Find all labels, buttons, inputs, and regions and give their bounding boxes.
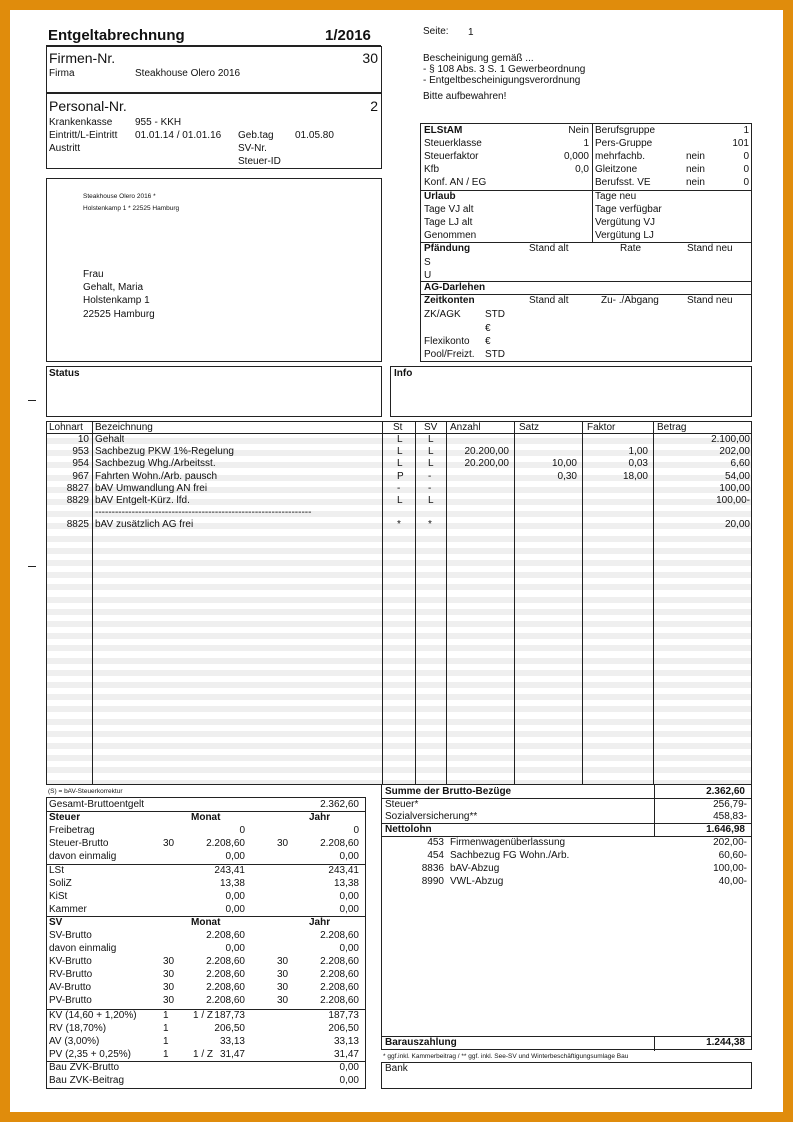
sv-row-tage-jahr: 30	[277, 982, 289, 993]
beitrag-row-mode: 1 / Z	[193, 1049, 214, 1060]
abzug-nr: 453	[427, 837, 444, 848]
summe-rule	[382, 798, 751, 799]
elstam-value-2: 1	[743, 125, 749, 136]
recipient-name: Gehalt, Maria	[83, 282, 144, 293]
stripe-band	[47, 609, 752, 615]
sv-row-tage-monat: 30	[163, 969, 175, 980]
sv-row-tage-monat: 30	[163, 982, 175, 993]
beitrag-row-jahr: 33,13	[333, 1036, 359, 1047]
auszahlung-divider	[654, 1036, 655, 1051]
pfaendung-row-s: S	[424, 257, 431, 268]
stripe-band	[47, 536, 752, 542]
stripe-band	[47, 670, 752, 676]
urlaub-right-3: Vergütung VJ	[595, 217, 656, 228]
sv-row-jahr: 0,00	[339, 943, 359, 954]
stripe-band	[47, 682, 752, 688]
stripe-band	[47, 560, 752, 566]
lohnart-anzahl: 20.200,00	[464, 446, 509, 458]
pfaendung-col-1: Stand alt	[529, 243, 569, 254]
sv-header-monat: Monat	[191, 917, 221, 928]
lohnart-sv: L	[428, 458, 434, 470]
lohnart-bezeichnung: Gehalt	[95, 434, 125, 445]
page-label: Seite:	[423, 26, 449, 37]
stripe-band	[47, 621, 752, 627]
steuer-row-monat: 0,00	[225, 851, 245, 862]
beitrag-row-flag: 1	[163, 1010, 169, 1021]
steuerid-label: Steuer-ID	[238, 156, 281, 167]
pfaendung-title: Pfändung	[424, 243, 471, 254]
beitrag-row-monat: 206,50	[214, 1023, 245, 1034]
personal-label: Personal-Nr.	[49, 98, 127, 114]
steuer-row-tage-jahr: 30	[277, 838, 289, 849]
lohnart-bezeichnung: bAV zusätzlich AG frei	[95, 519, 194, 531]
lohnart-nr: 8829	[66, 495, 89, 506]
urlaub-top-rule	[421, 190, 751, 191]
lohnart-bezeichnung: Fahrten Wohn./Arb. pausch	[95, 470, 218, 482]
zvk-row-value: 0,00	[339, 1075, 359, 1086]
lohnart-faktor: 18,00	[622, 470, 648, 482]
steuer-row-tage-monat: 30	[163, 838, 175, 849]
beitrag-row-monat: 33,13	[219, 1036, 245, 1047]
sv-row-label: SV-Brutto	[49, 930, 92, 941]
keep-note: Bitte aufbewahren!	[423, 91, 507, 102]
abzug-betrag: 40,00-	[718, 876, 747, 887]
lohnart-st: *	[397, 519, 401, 531]
stripe-band	[47, 548, 752, 554]
elstam-value: 0,0	[575, 164, 589, 175]
beitrag-row-label: KV (14,60 + 1,20%)	[49, 1010, 137, 1021]
bav-note: (S) = bAV-Steuerkorrektur	[48, 788, 123, 795]
info-box	[390, 366, 752, 417]
stripe-band	[47, 597, 752, 603]
steuer-row-jahr: 0,00	[339, 851, 359, 862]
steuer-row-jahr: 0	[353, 825, 359, 836]
stripe-band	[47, 719, 752, 725]
elstam-box	[420, 123, 752, 362]
steuer-row-label: Freibetrag	[49, 825, 95, 836]
elstam-value: 1	[583, 138, 589, 149]
sv-row-label: davon einmalig	[49, 943, 117, 954]
zeitkonten-col-3: Stand neu	[687, 295, 733, 306]
table-row	[47, 507, 752, 519]
beitrag-row-flag: 1	[163, 1049, 169, 1060]
steuer-row-monat: 0,00	[225, 891, 245, 902]
beitrag-row-jahr: 187,73	[328, 1010, 359, 1021]
austritt-label: Austritt	[49, 143, 81, 154]
elstam-label-2: Pers-Gruppe	[595, 138, 653, 149]
urlaub-left-3: Genommen	[424, 230, 477, 241]
firma-label: Firma	[49, 68, 75, 79]
steuer-row-jahr: 13,38	[333, 878, 359, 889]
elstam-mode-2: nein	[686, 164, 705, 175]
steuer-row-label: davon einmalig	[49, 851, 117, 862]
col-header-bezeichnung: Bezeichnung	[95, 422, 153, 433]
bank-box	[381, 1062, 752, 1089]
stripe-band	[47, 755, 752, 761]
abzug-betrag: 202,00-	[713, 837, 747, 848]
table-row	[47, 471, 752, 483]
lohnart-bezeichnung: bAV Umwandlung AN frei	[95, 482, 208, 494]
elstam-label: ELStAM	[424, 125, 463, 136]
auszahlung-label: Barauszahlung	[385, 1037, 457, 1048]
lohnart-sv: L	[428, 434, 434, 445]
sv-row-monat: 2.208,60	[206, 956, 245, 967]
steuer-mid-rule	[47, 864, 365, 865]
lohnart-betrag: 100,00	[719, 482, 750, 494]
sv-abzug-label: Sozialversicherung**	[385, 811, 478, 822]
col-header-satz: Satz	[519, 422, 540, 433]
steuer-row-jahr: 243,41	[328, 865, 359, 876]
lohnart-betrag: 20,00	[724, 519, 750, 531]
stripe-band	[47, 584, 752, 590]
lohnart-bezeichnung: -----------------------------------------------------------------	[95, 507, 312, 519]
steuer-row-jahr: 0,00	[339, 891, 359, 902]
elstam-label: Steuerklasse	[424, 138, 482, 149]
elstam-label: Kfb	[424, 164, 440, 175]
col-header-anzahl: Anzahl	[450, 422, 481, 433]
summe-value: 2.362,60	[706, 786, 745, 797]
cert-line-1: Bescheinigung gemäß ...	[423, 53, 534, 64]
status-label: Status	[49, 368, 80, 379]
sv-row-jahr: 2.208,60	[320, 995, 359, 1006]
abzug-nr: 454	[427, 850, 444, 861]
abzug-nr: 8990	[421, 876, 444, 887]
lohnart-sv: -	[428, 482, 432, 494]
netto-rule	[382, 823, 751, 824]
sv-row-jahr: 2.208,60	[320, 930, 359, 941]
elstam-label-2: Berufsgruppe	[595, 125, 656, 136]
gesamt-label: Gesamt-Bruttoentgelt	[49, 799, 145, 810]
col-header-lohnart: Lohnart	[49, 422, 83, 433]
steuer-row-monat: 0	[239, 825, 245, 836]
steuer-row-label: SoliZ	[49, 878, 72, 889]
zk-unit-2: €	[485, 323, 491, 334]
fold-mark-1	[28, 400, 36, 401]
beitrag-row-monat: 187,73	[214, 1010, 245, 1021]
page-number: 1	[468, 27, 474, 38]
lohnart-nr: 954	[72, 458, 89, 470]
lohnart-bezeichnung: Sachbezug PKW 1%-Regelung	[95, 446, 234, 458]
lohnart-sv: -	[428, 470, 432, 482]
lohnart-betrag: 6,60	[730, 458, 750, 470]
elstam-value-2: 0	[743, 164, 749, 175]
sv-row-label: RV-Brutto	[49, 969, 93, 980]
eintritt-value: 01.01.14 / 01.01.16	[135, 130, 222, 141]
zk-unit-3: €	[485, 336, 491, 347]
address-box	[46, 178, 382, 362]
company-label: Firmen-Nr.	[49, 50, 116, 66]
beitrag-row-jahr: 206,50	[328, 1023, 359, 1034]
firma-value: Steakhouse Olero 2016	[135, 68, 241, 79]
col-header-betrag: Betrag	[657, 422, 687, 433]
steuer-header: Steuer	[49, 812, 81, 823]
lohnart-st: L	[397, 446, 403, 458]
lohnart-st: -	[397, 482, 401, 494]
stripe-band	[47, 645, 752, 651]
abzug-betrag: 60,60-	[718, 850, 747, 861]
recipient-city: 22525 Hamburg	[83, 309, 155, 320]
netto-label: Nettolohn	[385, 824, 432, 835]
summe-label: Summe der Brutto-Bezüge	[385, 786, 512, 797]
table-row	[47, 495, 752, 507]
lohnart-betrag: 54,00	[724, 470, 750, 482]
steuer-abzug-value: 256,79-	[713, 799, 747, 810]
table-row	[47, 483, 752, 495]
urlaub-title: Urlaub	[424, 191, 456, 202]
steuer-row-jahr: 0,00	[339, 904, 359, 915]
zk-unit-1: STD	[485, 309, 505, 320]
table-row	[47, 446, 752, 458]
sv-row-monat: 2.208,60	[206, 995, 245, 1006]
zk-unit-4: STD	[485, 349, 505, 360]
elstam-value-2: 0	[743, 151, 749, 162]
stripe-band	[47, 572, 752, 578]
netto-value: 1.646,98	[706, 824, 745, 835]
lohnart-faktor: 0,03	[628, 458, 648, 470]
zeitkonten-title: Zeitkonten	[424, 295, 475, 306]
urlaub-right-4: Vergütung LJ	[595, 230, 654, 241]
elstam-mode-2: nein	[686, 177, 705, 188]
abzug-nr: 8836	[421, 863, 444, 874]
elstam-label-2: Gleitzone	[595, 164, 638, 175]
status-box	[46, 366, 382, 417]
table-row	[47, 434, 752, 446]
document-title: Entgeltabrechnung	[48, 27, 185, 44]
eintritt-label: Eintritt/L-Eintritt	[49, 130, 118, 141]
lohnart-sv: L	[428, 495, 434, 506]
stripe-band	[47, 731, 752, 737]
col-header-st: St	[393, 422, 403, 433]
abzug-bezeichnung: Firmenwagenüberlassung	[450, 837, 566, 848]
lohnart-faktor: 1,00	[628, 446, 648, 458]
zk-label-3: Flexikonto	[424, 336, 470, 347]
elstam-value-2: 0	[743, 177, 749, 188]
sv-row-jahr: 2.208,60	[320, 956, 359, 967]
lohnart-st: P	[397, 470, 404, 482]
pfaendung-col-3: Stand neu	[687, 243, 733, 254]
lohnart-anzahl: 20.200,00	[464, 458, 509, 470]
darlehen-title: AG-Darlehen	[424, 282, 486, 293]
kk-value: 955 - KKH	[135, 117, 182, 128]
personal-number: 2	[370, 98, 378, 114]
footnote: * ggf.inkl. Kammerbeitrag / ** ggf. inkl. See-SV und Winterbeschäftigungsumlage Bau	[383, 1053, 629, 1060]
lohnart-bezeichnung: bAV Entgelt-Kürz. lfd.	[95, 495, 190, 506]
beitrag-row-label: RV (18,70%)	[49, 1023, 107, 1034]
info-label: Info	[394, 368, 413, 379]
gebtag-value: 01.05.80	[295, 130, 334, 141]
lohnart-st: L	[397, 495, 403, 506]
gebtag-label: Geb.tag	[238, 130, 274, 141]
beitrag-row-label: AV (3,00%)	[49, 1036, 100, 1047]
sv-row-tage-monat: 30	[163, 995, 175, 1006]
auszahlung-value: 1.244,38	[706, 1037, 745, 1048]
lohnart-satz: 10,00	[551, 458, 577, 470]
abzug-bezeichnung: VWL-Abzug	[450, 876, 504, 887]
sv-abzug-value: 458,83-	[713, 811, 747, 822]
beitrag-row-flag: 1	[163, 1036, 169, 1047]
lohnart-st: L	[397, 458, 403, 470]
lohnart-sv: *	[428, 519, 432, 531]
zk-label-4: Pool/Freizt.	[424, 349, 475, 360]
elstam-label: Steuerfaktor	[424, 151, 479, 162]
urlaub-left-2: Tage LJ alt	[424, 217, 473, 228]
sender-line-2: Holstenkamp 1 * 22525 Hamburg	[83, 205, 180, 212]
beitrag-row-jahr: 31,47	[333, 1049, 359, 1060]
lohnart-nr: 8827	[66, 482, 89, 494]
gesamt-value: 2.362,60	[320, 799, 359, 810]
col-header-faktor: Faktor	[587, 422, 616, 433]
zvk-row-label: Bau ZVK-Brutto	[49, 1062, 120, 1073]
elstam-value: Nein	[568, 125, 589, 136]
kk-label: Krankenkasse	[49, 117, 113, 128]
urlaub-right-1: Tage neu	[595, 191, 637, 202]
zvk-row-value: 0,00	[339, 1062, 359, 1073]
lohnart-nr: 10	[77, 434, 89, 445]
steuer-row-label: Kammer	[49, 904, 87, 915]
zeitkonten-col-1: Stand alt	[529, 295, 569, 306]
sv-row-tage-jahr: 30	[277, 956, 289, 967]
beitrag-row-label: PV (2,35 + 0,25%)	[49, 1049, 131, 1060]
lohnart-sv: L	[428, 446, 434, 458]
zvk-row-label: Bau ZVK-Beitrag	[49, 1075, 125, 1086]
sv-row-monat: 0,00	[225, 943, 245, 954]
table-row	[47, 519, 752, 531]
beitrag-row-monat: 31,47	[219, 1049, 245, 1060]
sender-line-1: Steakhouse Olero 2016 *	[83, 193, 156, 200]
summary-box	[381, 784, 752, 1050]
personal-box	[46, 93, 382, 169]
urlaub-divider	[592, 190, 593, 242]
urlaub-right-2: Tage verfügbar	[595, 204, 662, 215]
steuer-header-jahr: Jahr	[309, 812, 331, 823]
tax-sv-box	[46, 797, 366, 1089]
lohnarten-table	[46, 421, 752, 785]
lohnart-betrag: 202,00	[719, 446, 750, 458]
sv-row-monat: 2.208,60	[206, 930, 245, 941]
sv-row-label: AV-Brutto	[49, 982, 92, 993]
steuer-row-label: Steuer-Brutto	[49, 838, 109, 849]
lohnart-bezeichnung: Sachbezug Whg./Arbeitsst.	[95, 458, 216, 470]
steuer-abzug-label: Steuer*	[385, 799, 419, 810]
sv-row-jahr: 2.208,60	[320, 969, 359, 980]
lohnart-satz: 0,30	[557, 470, 577, 482]
elstam-value-2: 101	[732, 138, 749, 149]
company-box	[46, 46, 382, 93]
elstam-value: 0,000	[563, 151, 589, 162]
cert-line-3: - Entgeltbescheinigungsverordnung	[423, 75, 581, 86]
stripe-band	[47, 694, 752, 700]
sv-row-monat: 2.208,60	[206, 982, 245, 993]
pfaendung-col-2: Rate	[620, 243, 642, 254]
stripe-band	[47, 706, 752, 712]
sv-row-label: PV-Brutto	[49, 995, 92, 1006]
steuer-row-monat: 243,41	[214, 865, 245, 876]
elstam-mode-2: nein	[686, 151, 705, 162]
elstam-label-2: mehrfachb.	[595, 151, 646, 162]
lohnart-nr: 8825	[66, 519, 89, 531]
steuer-row-label: KiSt	[49, 891, 68, 902]
steuer-row-jahr: 2.208,60	[320, 838, 359, 849]
pfaendung-row-u: U	[424, 270, 432, 281]
zk-label-1: ZK/AGK	[424, 309, 461, 320]
elstam-label-2: Berufsst. VE	[595, 177, 651, 188]
fold-mark-2	[28, 566, 36, 567]
zeitkonten-col-2: Zu- ./Abgang	[601, 295, 659, 306]
sv-header: SV	[49, 917, 63, 928]
sv-header-jahr: Jahr	[309, 917, 331, 928]
table-row	[47, 458, 752, 470]
sv-row-tage-jahr: 30	[277, 969, 289, 980]
sv-row-jahr: 2.208,60	[320, 982, 359, 993]
steuer-row-monat: 2.208,60	[206, 838, 245, 849]
abzug-betrag: 100,00-	[713, 863, 747, 874]
beitrag-row-flag: 1	[163, 1023, 169, 1034]
svnr-label: SV-Nr.	[238, 143, 267, 154]
abzug-bezeichnung: Sachbezug FG Wohn./Arb.	[450, 850, 570, 861]
stripe-band	[47, 633, 752, 639]
beitrag-row-mode: 1 / Z	[193, 1010, 214, 1021]
sv-row-tage-jahr: 30	[277, 995, 289, 1006]
stripe-band	[47, 767, 752, 773]
steuer-row-monat: 13,38	[219, 878, 245, 889]
sv-row-tage-monat: 30	[163, 956, 175, 967]
steuer-row-label: LSt	[49, 865, 65, 876]
stripe-band	[47, 743, 752, 749]
recipient-street: Holstenkamp 1	[83, 295, 150, 306]
period: 1/2016	[325, 27, 371, 44]
lohnart-nr: 967	[72, 470, 89, 482]
steuer-row-monat: 0,00	[225, 904, 245, 915]
sv-row-monat: 2.208,60	[206, 969, 245, 980]
lohnart-st: L	[397, 434, 403, 445]
cert-line-2: - § 108 Abs. 3 S. 1 Gewerbeordnung	[423, 64, 586, 75]
urlaub-left-1: Tage VJ alt	[424, 204, 474, 215]
lohnart-betrag: 2.100,00	[711, 434, 750, 445]
stripe-band	[47, 658, 752, 664]
recipient-salutation: Frau	[83, 269, 104, 280]
sv-row-label: KV-Brutto	[49, 956, 92, 967]
bank-label: Bank	[385, 1063, 408, 1074]
company-number: 30	[362, 50, 378, 66]
summary-divider	[654, 785, 655, 836]
abzug-bezeichnung: bAV-Abzug	[450, 863, 500, 874]
steuer-header-monat: Monat	[191, 812, 221, 823]
col-header-sv: SV	[424, 422, 438, 433]
lohnart-nr: 953	[72, 446, 89, 458]
lohnart-betrag: 100,00-	[716, 495, 750, 506]
elstam-label: Konf. AN / EG	[424, 177, 487, 188]
